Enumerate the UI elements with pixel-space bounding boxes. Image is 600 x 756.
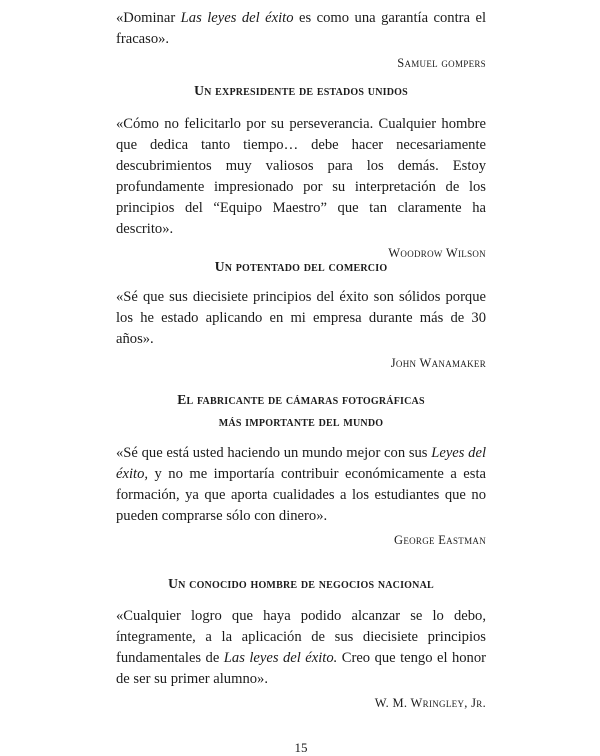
section-heading: Un expresidente de estados unidos bbox=[194, 83, 408, 98]
quote-text: «Cómo no felicitarlo por su perseverancia. Cualquier hombre que dedica tanto tiempo… debe hacer necesariamente descubrimientos muy valiosos para los demás. Estoy profundamente impresionado por su interpretación de los principios del “Equipo Maestro” que tan claramente ha descrito». bbox=[116, 116, 486, 237]
quote-author: George Eastman bbox=[394, 533, 486, 547]
heading-line: El fabricante de cámaras fotográficas bbox=[177, 392, 425, 407]
quote-text: «Dominar Las leyes del éxito es como una garantía contra el fracaso». bbox=[116, 10, 487, 47]
testimonial-wanamaker bbox=[116, 287, 486, 371]
heading-line: más importante del mundo bbox=[218, 414, 384, 429]
quote-author: W. M. Wringley, Jr. bbox=[374, 696, 486, 710]
testimonial-gompers bbox=[116, 8, 486, 71]
quote-text: «Sé que está usted haciendo un mundo mejor con sus Leyes del éxito, y no me importaría contribuir económicamente a esta formación, ya que aporta cualidades a los estudiantes que no pueden comprarse sólo con dinero». bbox=[116, 445, 486, 524]
testimonial-wilson bbox=[116, 114, 486, 261]
section-heading bbox=[116, 389, 486, 433]
testimonial-wringley bbox=[116, 606, 486, 711]
section-heading: Un potentado del comercio bbox=[214, 259, 388, 274]
page-number: 15 bbox=[294, 740, 308, 755]
document-page bbox=[116, 0, 487, 755]
quote-text: «Sé que sus diecisiete principios del éxito son sólidos porque los he estado aplicando en mi empresa durante más de 30 años». bbox=[116, 289, 486, 347]
quote-author: John Wanamaker bbox=[390, 356, 486, 370]
testimonial-eastman bbox=[116, 443, 486, 548]
quote-text: «Cualquier logro que haya podido alcanzar se lo debo, íntegramente, a la aplicación de sus diecisiete principios fundamentales de Las leyes del éxito. Creo que tengo el honor de ser su primer alumno». bbox=[116, 608, 487, 687]
section-heading: Un conocido hombre de negocios nacional bbox=[168, 576, 434, 591]
quote-author: Samuel gompers bbox=[397, 56, 486, 70]
quote-author: Woodrow Wilson bbox=[388, 246, 486, 260]
